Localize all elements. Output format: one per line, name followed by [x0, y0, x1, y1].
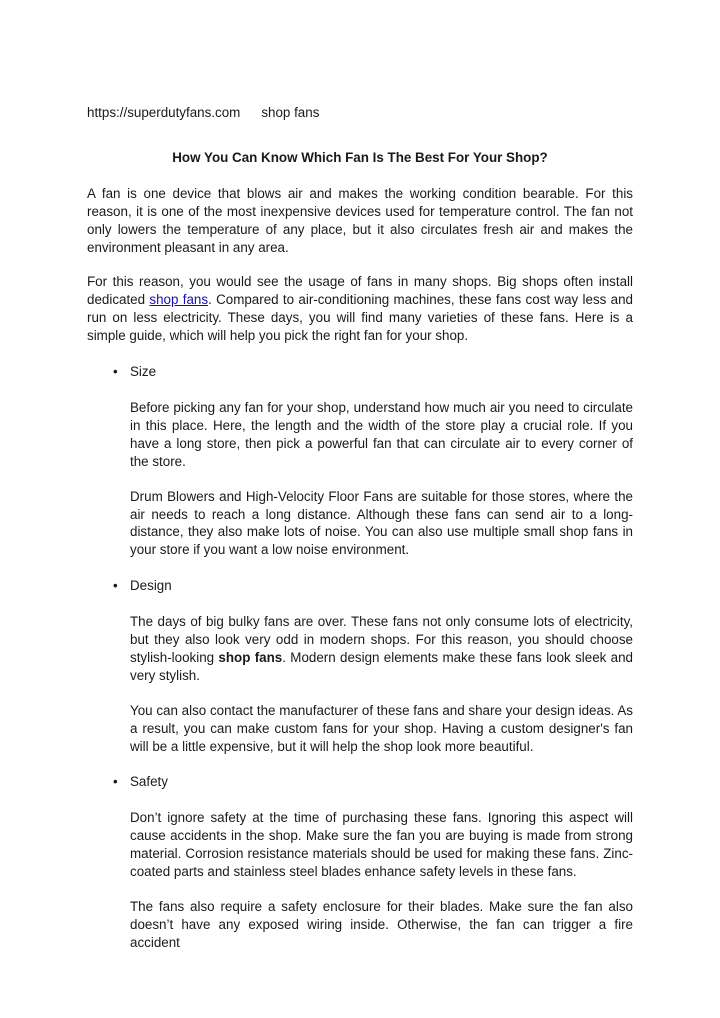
section-design	[87, 577, 633, 755]
bullet-item-safety	[87, 773, 633, 791]
section-size	[87, 363, 633, 559]
document-page	[87, 104, 633, 952]
size-paragraph-1: Before picking any fan for your shop, understand how much air you need to circulate in this place. Here, the length and the width of the store play a crucial role. If you have a long store, then pick a powerful fan that can circulate air to every corner of the store.	[130, 399, 633, 469]
section-heading-safety: Safety	[130, 774, 168, 790]
site-url: https://superdutyfans.com	[87, 105, 241, 120]
bullet-icon: •	[113, 774, 118, 790]
safety-paragraph-2: The fans also require a safety enclosure for their blades. Make sure the fan also doesn’t have any exposed wiring inside. Otherwise, the fan can trigger a fire accident	[130, 899, 633, 950]
section-heading-size: Size	[130, 364, 157, 380]
safety-paragraph-1: Don’t ignore safety at the time of purchasing these fans. Ignoring this aspect will cause accidents in the shop. Make sure the fan you are buying is made from strong material. Corrosion resistance materials should be used for making these fans. Zinc-coated parts and stainless steel blades enhance safety levels in these fans.	[130, 810, 633, 880]
bullet-icon: •	[113, 364, 118, 380]
intro-paragraph-2-text-start: For this reason, you would see the usage of fans in many shops. Big shops often install dedicated	[87, 274, 633, 308]
section-heading-design: Design	[130, 578, 172, 594]
intro-paragraph-2	[87, 273, 633, 345]
design-paragraph-1-text-end: . Modern design elements make these fans look sleek and very stylish.	[130, 649, 633, 683]
design-paragraph-1	[130, 613, 633, 685]
section-safety	[87, 773, 633, 951]
shop-fans-link[interactable]: shop fans	[149, 292, 209, 308]
bullet-item-design	[87, 577, 633, 595]
bullet-icon: •	[113, 578, 118, 594]
page-header	[87, 104, 633, 122]
article-title: How You Can Know Which Fan Is The Best For Your Shop?	[172, 149, 548, 165]
intro-paragraph-2-text-end: . Compared to air-conditioning machines, these fans cost way less and run on less electricity. These days, you will find many varieties of these fans. Here is a simple guide, which will help you pick the right fan for your shop.	[87, 292, 634, 344]
size-paragraph-2: Drum Blowers and High-Velocity Floor Fans are suitable for those stores, where the air needs to reach a long distance. Although these fans can send air to a long-distance, they also make lots of noise. You can also use multiple small shop fans in your store if you want a low noise environment.	[130, 488, 633, 558]
keyword-label: shop fans	[261, 105, 320, 120]
bullet-item-size	[87, 363, 633, 381]
design-paragraph-2: You can also contact the manufacturer of these fans and share your design ideas. As a result, you can make custom fans for your shop. Having a custom designer's fan will be a little expensive, but it will help the shop look more beautiful.	[130, 702, 633, 754]
intro-paragraph-1: A fan is one device that blows air and makes the working condition bearable. For this reason, it is one of the most inexpensive devices used for temperature control. The fan not only lowers the temperature of any place, but it also circulates fresh air and makes the environment pleasant in any area.	[87, 185, 633, 255]
shop-fans-bold: shop fans	[218, 649, 283, 665]
design-paragraph-1-text-start: The days of big bulky fans are over. These fans not only consume lots of electricity, but they also look very odd in modern shops. For this reason, you should choose stylish-looking	[130, 614, 633, 665]
